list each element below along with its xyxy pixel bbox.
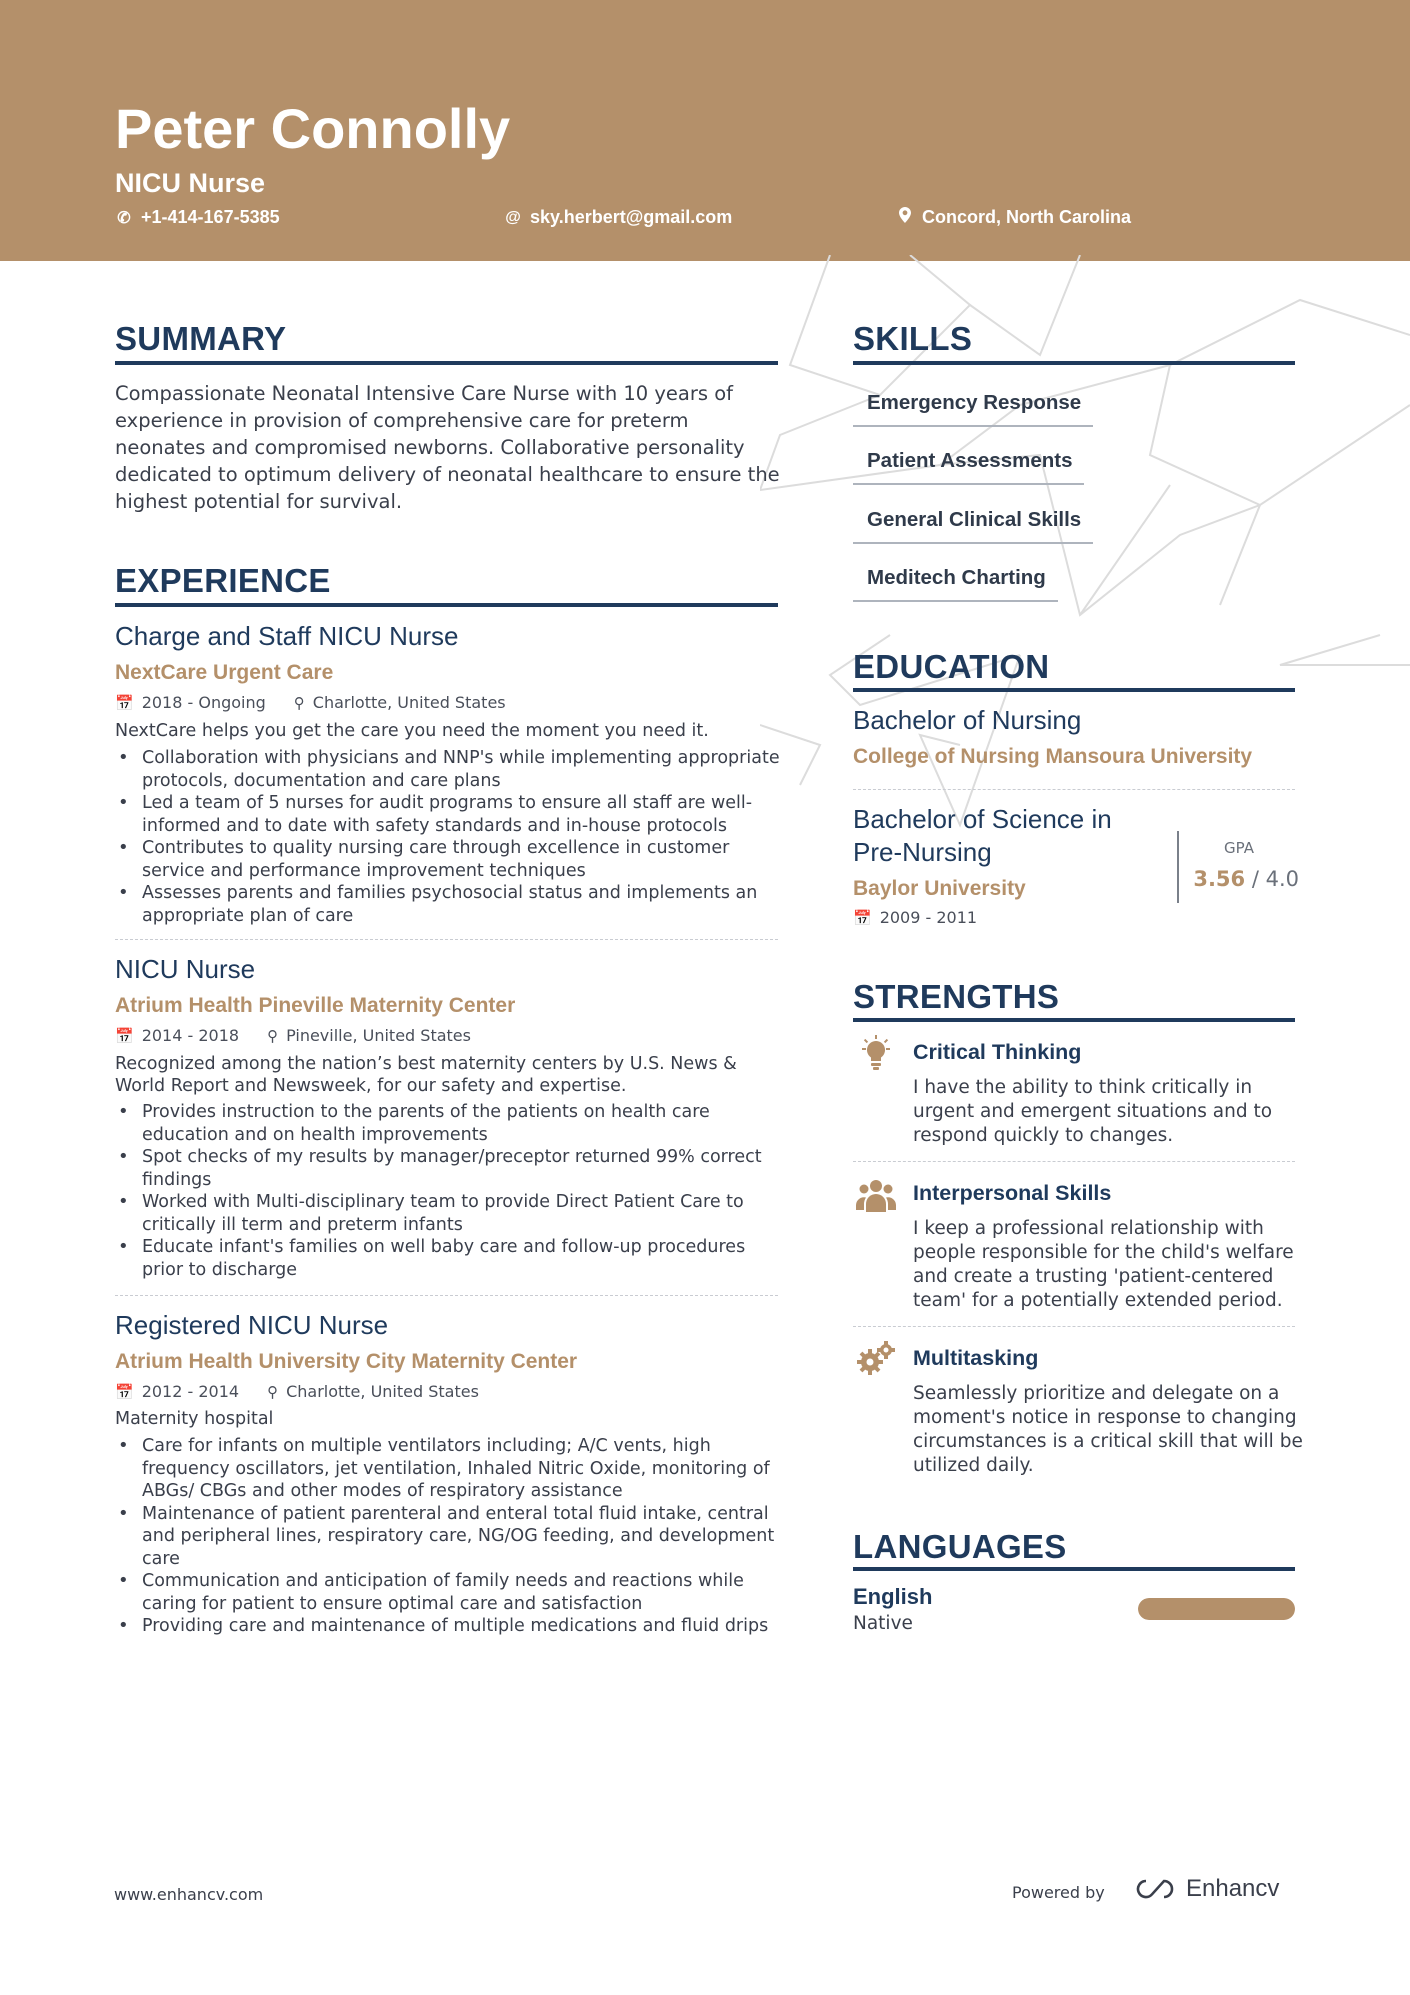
enhancv-logo[interactable] — [1132, 1875, 1279, 1903]
education-dates: 2009 - 2011 — [879, 908, 978, 927]
education-divider — [853, 789, 1295, 790]
job-title: Registered NICU Nurse — [115, 1310, 389, 1340]
job-bullet: • Providing care and maintenance of multiple medications and fluid drips — [115, 1615, 787, 1638]
strength-title: Multitasking — [913, 1346, 1039, 1370]
job-company: Atrium Health University City Maternity Center — [115, 1350, 578, 1373]
summary-text: Compassionate Neonatal Intensive Care Nurse with 10 years of experience in provision of comprehensive care for preterm neonates and compromised newborns. Collaborative personality dedicated to optimum delivery of neonatal healthcare to ensure the highest potential for survival. — [115, 382, 780, 513]
strength-text: Seamlessly prioritize and delegate on a moment's notice in response to changing circumstances is a critical skill that will be utilized daily. — [913, 1383, 1303, 1476]
job-title: NICU Nurse — [115, 954, 256, 984]
strengths-heading: STRENGTHS — [853, 978, 1060, 1015]
job-meta — [115, 693, 506, 712]
job-meta — [115, 1026, 471, 1045]
skills-heading: SKILLS — [853, 320, 973, 357]
skill-tag: Meditech Charting — [853, 566, 1058, 602]
calendar-icon: 📅 — [853, 908, 872, 927]
email-text: sky.herbert@gmail.com — [530, 207, 733, 227]
degree-title: Bachelor of Nursing — [853, 705, 1082, 735]
education-heading: EDUCATION — [853, 648, 1050, 685]
strengths-rule — [853, 1018, 1295, 1022]
phone-icon: ✆ — [117, 209, 131, 227]
skill-tag: Emergency Response — [853, 391, 1093, 427]
job-bullet: • Contributes to quality nursing care through excellence in customer service and performance improvement techniques — [115, 837, 787, 882]
gpa-box — [1177, 831, 1297, 903]
job-bullet: • Maintenance of patient parenteral and enteral total fluid intake, central and peripheral lines, respiratory care, NG/OG feeding, and development care — [115, 1503, 787, 1571]
job-bullets — [115, 747, 787, 927]
gpa-max: / 4.0 — [1251, 867, 1299, 891]
education-meta — [853, 908, 977, 927]
contact-location — [896, 207, 1131, 228]
contact-email[interactable] — [504, 207, 732, 228]
job-title: Charge and Staff NICU Nurse — [115, 621, 459, 651]
powered-by-label: Powered by — [1012, 1883, 1105, 1902]
strength-title: Interpersonal Skills — [913, 1181, 1112, 1205]
experience-rule — [115, 603, 778, 607]
strength-divider — [853, 1161, 1295, 1162]
job-bullet: • Communication and anticipation of family needs and reactions while caring for patient to ensure optimal care and satisfaction — [115, 1570, 787, 1615]
languages-rule — [853, 1567, 1295, 1571]
skill-tag: Patient Assessments — [853, 449, 1084, 485]
job-bullet: • Spot checks of my results by manager/preceptor returned 99% correct findings — [115, 1146, 787, 1191]
calendar-icon: 📅 — [115, 1026, 134, 1045]
job-divider — [115, 939, 778, 940]
lightbulb-icon — [855, 1032, 897, 1074]
gpa-value: 3.56 — [1193, 867, 1246, 891]
job-description: Maternity hospital — [115, 1409, 274, 1429]
job-divider — [115, 1295, 778, 1296]
gears-icon — [855, 1338, 897, 1380]
footer-url[interactable]: www.enhancv.com — [114, 1885, 264, 1904]
job-bullet: • Provides instruction to the parents of the patients on health care education and on health improvements — [115, 1101, 787, 1146]
enhancv-logo-icon — [1132, 1877, 1178, 1901]
school-name: College of Nursing Mansoura University — [853, 745, 1253, 768]
job-bullet: • Collaboration with physicians and NNP's while implementing appropriate protocols, documentation and care plans — [115, 747, 787, 792]
strength-divider — [853, 1326, 1295, 1327]
job-company: Atrium Health Pineville Maternity Center — [115, 994, 516, 1017]
language-proficiency-bar — [1138, 1598, 1295, 1620]
job-dates: 2014 - 2018 — [141, 1026, 240, 1045]
job-meta — [115, 1382, 479, 1401]
job-bullet: • Led a team of 5 nurses for audit programs to ensure all staff are well-informed and to date with safety standards and in-house protocols — [115, 792, 787, 837]
languages-heading: LANGUAGES — [853, 1528, 1067, 1565]
strength-title: Critical Thinking — [913, 1040, 1082, 1064]
job-description: Recognized among the nation’s best maternity centers by U.S. News & World Report and Newsweek, for our safety and expertise. — [115, 1054, 737, 1096]
contact-phone[interactable] — [115, 207, 280, 228]
calendar-icon: 📅 — [115, 1382, 134, 1401]
job-location: Pineville, United States — [286, 1026, 471, 1045]
language-proficiency-fill — [1138, 1598, 1295, 1620]
skill-tag: General Clinical Skills — [853, 508, 1093, 544]
candidate-name: Peter Connolly — [115, 97, 511, 160]
job-bullets — [115, 1101, 787, 1281]
location-pin-icon: ⚲ — [267, 1382, 279, 1401]
job-dates: 2012 - 2014 — [141, 1382, 240, 1401]
strength-text: I keep a professional relationship with people responsible for the child's welfare and create a trusting 'patient-centered team' for a potentially extended period. — [913, 1218, 1294, 1311]
job-location: Charlotte, United States — [312, 693, 506, 712]
job-dates: 2018 - Ongoing — [141, 693, 266, 712]
job-location: Charlotte, United States — [286, 1382, 479, 1401]
at-icon: @ — [505, 208, 521, 226]
people-icon — [855, 1174, 897, 1216]
job-company: NextCare Urgent Care — [115, 661, 334, 684]
location-pin-icon — [896, 207, 914, 228]
location-pin-icon: ⚲ — [267, 1026, 279, 1045]
calendar-icon: 📅 — [115, 693, 134, 712]
summary-rule — [115, 361, 778, 365]
location-pin-icon: ⚲ — [293, 693, 305, 712]
gpa-value-row — [1179, 867, 1299, 891]
job-bullet: • Assesses parents and families psychosocial status and implements an appropriate plan of care — [115, 882, 787, 927]
job-bullets — [115, 1435, 787, 1638]
skills-rule — [853, 361, 1295, 365]
job-bullet: • Worked with Multi-disciplinary team to provide Direct Patient Care to critically ill term and preterm infants — [115, 1191, 787, 1236]
experience-heading: EXPERIENCE — [115, 562, 331, 599]
degree-title: Bachelor of Science in Pre-Nursing — [853, 804, 1112, 867]
strength-text: I have the ability to think critically in urgent and emergent situations and to respond quickly to changes. — [913, 1077, 1273, 1146]
language-level: Native — [853, 1613, 913, 1634]
job-bullet: • Educate infant's families on well baby care and follow-up procedures prior to discharge — [115, 1236, 787, 1281]
job-description: NextCare helps you get the care you need the moment you need it. — [115, 721, 709, 741]
location-text: Concord, North Carolina — [922, 207, 1132, 227]
phone-text: +1-414-167-5385 — [141, 207, 280, 227]
gpa-label: GPA — [1224, 839, 1254, 857]
brand-name: Enhancv — [1186, 1875, 1280, 1902]
education-rule — [853, 688, 1295, 692]
language-name: English — [853, 1584, 933, 1609]
candidate-title: NICU Nurse — [115, 168, 266, 198]
school-name: Baylor University — [853, 877, 1026, 900]
header-banner — [0, 0, 1410, 261]
job-bullet: • Care for infants on multiple ventilators including; A/C vents, high frequency oscillators, jet ventilation, Inhaled Nitric Oxide, monitoring of ABGs/ CBGs and other modes of respiratory assistance — [115, 1435, 787, 1503]
summary-heading: SUMMARY — [115, 320, 287, 357]
